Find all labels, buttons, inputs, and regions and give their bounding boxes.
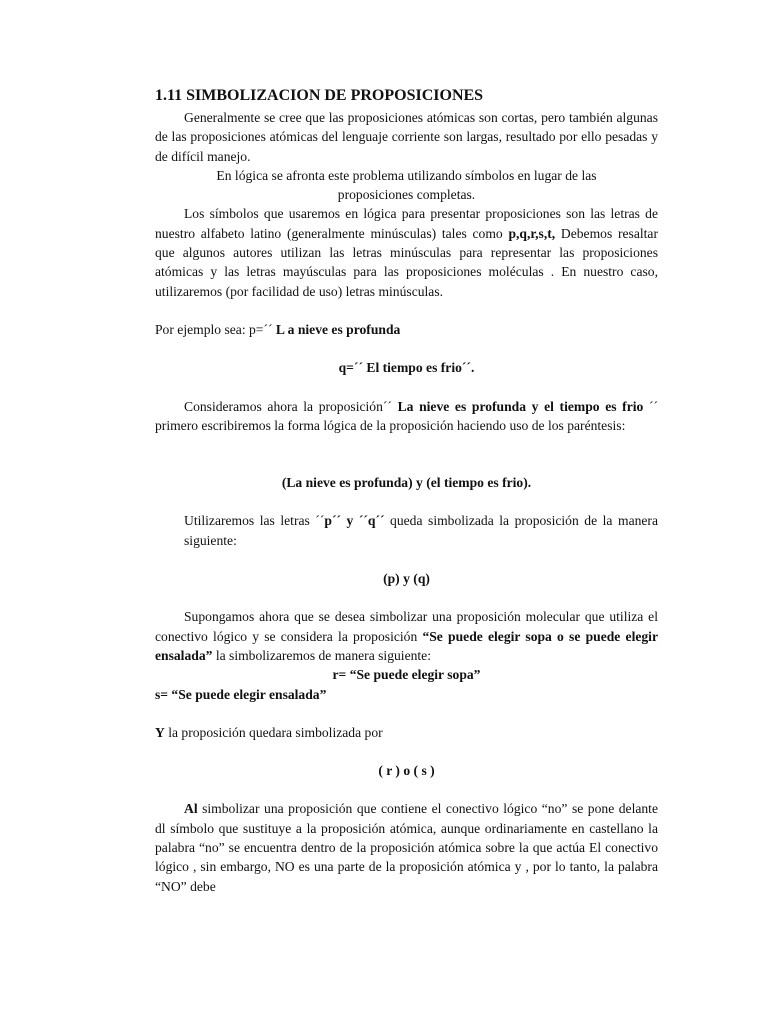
parenthesized-form: (La nieve es profunda) y (el tiempo es frio). [281, 475, 532, 491]
section-title: 1.11 SIMBOLIZACION DE PROPOSICIONES [155, 87, 484, 104]
paragraph-problem-line2: proposiciones completas. [337, 187, 476, 203]
symbols-text-a: Los símbolos que usaremos en lógica para presentar proposiciones son las letras de nuestro alfabeto latino (generalmente minúsculas) tales como [155, 206, 658, 241]
consider-text-a: Consideramos ahora la proposición´´ [184, 398, 398, 414]
consider-proposition: La nieve es profunda y el tiempo es frio [397, 398, 644, 414]
symbols-text-c: Debemos resaltar que algunos autores utilizan las letras minúsculas para representar las proposiciones atómicas y las letras mayúsculas para las proposiciones moléculas . En nuestro caso, utilizaremos (por facilidad de uso) letras minúsculas. [155, 225, 658, 299]
symbolic-ros: ( r ) o ( s ) [378, 763, 435, 779]
negation-text: simbolizar una proposición que contiene el conectivo lógico “no” se pone delante dl símbolo que sustituye a la proposición atómica, aunque ordinariamente en castellano la palabra “no” se encuentra dentro de la proposición atómica sobre la que actúa El conectivo lógico , sin embargo, NO es una parte de la proposición atómica y , por lo tanto, la palabra “NO” debe [155, 801, 658, 894]
consider-text-c: ´´ primero escribiremos la forma lógica de la proposición haciendo uso de los paréntesis: [155, 398, 659, 433]
letters-text-a: Utilizaremos las letras ´´ [184, 513, 325, 529]
paragraph-problem-line1: En lógica se afronta este problema utilizando símbolos en lugar de las [216, 167, 597, 183]
letters-text-c: queda simbolizada la proposición de la manera siguiente: [184, 513, 658, 548]
result-text: la proposición quedara simbolizada por [164, 724, 383, 740]
example-q: q=´´ El tiempo es frio´´. [338, 360, 475, 376]
paragraph-symbols [155, 204, 658, 300]
definition-s: s= “Se puede elegir ensalada” [155, 686, 327, 702]
example-p [155, 320, 658, 339]
symbols-letters: p,q,r,s,t, [508, 225, 556, 241]
paragraph-intro: Generalmente se cree que las proposiciones atómicas son cortas, pero también algunas de las proposiciones atómicas del lenguaje corriente son largas, resultado por ello pesadas y de difícil manejo. [155, 110, 658, 164]
example-p-prefix: Por ejemplo sea: p=´´ [155, 321, 276, 337]
document-page [155, 86, 658, 896]
paragraph-result [155, 723, 658, 742]
example-p-value: L a nieve es profunda [275, 321, 401, 337]
letters-pq: p´´ y ´´q´´ [324, 513, 385, 529]
result-y: Y [155, 724, 165, 740]
paragraph-letters [155, 511, 658, 550]
paragraph-negation [155, 799, 658, 895]
molecular-proposition: “Se puede elegir sopa o se puede elegir ensalada” [155, 628, 658, 663]
symbolic-pq: (p) y (q) [383, 571, 430, 587]
molecular-text-c: la simbolizaremos de manera siguiente: [212, 647, 431, 663]
definition-r: r= “Se puede elegir sopa” [332, 667, 481, 683]
paragraph-consider [155, 397, 658, 436]
paragraph-molecular [155, 607, 658, 665]
negation-al: Al [184, 801, 198, 817]
molecular-text-a: Supongamos ahora que se desea simbolizar una proposición molecular que utiliza el conectivo lógico y se considera la proposición [155, 609, 658, 644]
